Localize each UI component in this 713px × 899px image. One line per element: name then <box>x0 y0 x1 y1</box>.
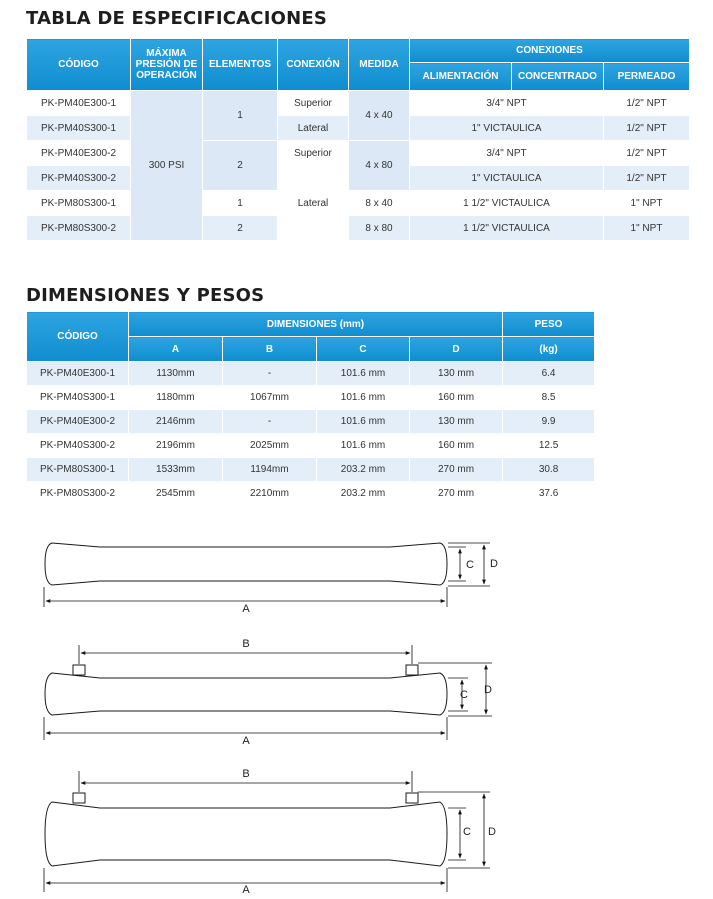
col-d-header: D <box>410 337 503 362</box>
permeate-cell: 1/2" NPT <box>604 141 690 166</box>
col-elements-header: ELEMENTOS <box>203 39 278 91</box>
dim-c-label: C <box>460 689 468 701</box>
col-b-header: B <box>223 337 317 362</box>
dim-b-cell: - <box>223 410 317 434</box>
pressure-header-line3: OPERACIÓN <box>136 70 197 81</box>
col-dimensions-header: DIMENSIONES (mm) <box>129 312 503 337</box>
feed-concentrate-cell: 1 1/2" VICTAULICA <box>410 191 604 216</box>
col-kg-header: (kg) <box>503 337 595 362</box>
feed-concentrate-cell: 1" VICTAULICA <box>410 116 604 141</box>
dim-b-cell: 2210mm <box>223 482 317 506</box>
permeate-cell: 1/2" NPT <box>604 166 690 191</box>
dim-d-label: D <box>490 558 498 570</box>
connection-cell: Lateral <box>278 116 349 141</box>
dim-b-cell: 2025mm <box>223 434 317 458</box>
dim-d-label: D <box>484 684 492 696</box>
dim-c-label: C <box>466 559 474 571</box>
size-cell: 8 x 40 <box>349 191 410 216</box>
elements-cell: 2 <box>203 216 278 241</box>
dim-a-cell: 2545mm <box>129 482 223 506</box>
weight-cell: 30.8 <box>503 458 595 482</box>
col-a-header: A <box>129 337 223 362</box>
col-connection-header: CONEXIÓN <box>278 39 349 91</box>
dim-b-cell: - <box>223 362 317 386</box>
weight-cell: 12.5 <box>503 434 595 458</box>
dim-c-cell: 101.6 mm <box>317 434 410 458</box>
pressure-header-line2: PRESIÓN DE <box>135 59 198 70</box>
col-feed-header: ALIMENTACIÓN <box>410 63 512 91</box>
row-code: PK-PM40S300-2 <box>27 434 129 458</box>
dim-a-cell: 1180mm <box>129 386 223 410</box>
dim-c-cell: 101.6 mm <box>317 362 410 386</box>
vessel-body <box>45 802 447 866</box>
vessel-body <box>45 673 447 715</box>
dim-d-cell: 160 mm <box>410 386 503 410</box>
dim-c-cell: 203.2 mm <box>317 482 410 506</box>
row-code: PK-PM40E300-2 <box>27 410 129 434</box>
dim-c-cell: 203.2 mm <box>317 458 410 482</box>
dim-a-label: A <box>242 884 250 896</box>
col-c-header: C <box>317 337 410 362</box>
connection-cell: Superior <box>278 91 349 116</box>
connection-cell: Lateral <box>278 166 349 241</box>
dim-a-label: A <box>242 603 250 615</box>
elements-cell: 2 <box>203 141 278 191</box>
dim-a-cell: 1130mm <box>129 362 223 386</box>
dim-d-cell: 130 mm <box>410 410 503 434</box>
col-connections-header: CONEXIONES <box>410 39 690 63</box>
row-code: PK-PM80S300-1 <box>27 458 129 482</box>
connection-cell: Superior <box>278 141 349 166</box>
dim-c-label: C <box>463 826 471 838</box>
dim-d-cell: 270 mm <box>410 482 503 506</box>
col-concentrate-header: CONCENTRADO <box>512 63 604 91</box>
dim-b-label: B <box>242 768 250 780</box>
dim-d-cell: 130 mm <box>410 362 503 386</box>
dim-b-label: B <box>242 638 250 650</box>
weight-cell: 37.6 <box>503 482 595 506</box>
row-code: PK-PM80S300-2 <box>27 482 129 506</box>
col-permeate-header: PERMEADO <box>604 63 690 91</box>
vessel-diagram-side-port-large <box>44 768 496 896</box>
permeate-cell: 1" NPT <box>604 191 690 216</box>
size-cell: 4 x 80 <box>349 141 410 191</box>
dim-d-label: D <box>488 826 496 838</box>
row-code: PK-PM40E300-1 <box>27 362 129 386</box>
vessel-diagram-side-port-small <box>44 638 492 747</box>
dim-b-cell: 1067mm <box>223 386 317 410</box>
vessel-diagram-end-port <box>44 543 498 615</box>
row-code: PK-PM40S300-2 <box>27 166 131 191</box>
port-right <box>406 665 418 675</box>
dim-a-cell: 2146mm <box>129 410 223 434</box>
dim-d-cell: 160 mm <box>410 434 503 458</box>
row-code: PK-PM80S300-2 <box>27 216 131 241</box>
port-left <box>73 793 85 803</box>
size-cell: 4 x 40 <box>349 91 410 141</box>
dims-title: DIMENSIONES Y PESOS <box>26 285 265 306</box>
permeate-cell: 1/2" NPT <box>604 91 690 116</box>
permeate-cell: 1/2" NPT <box>604 116 690 141</box>
col-code-header: CÓDIGO <box>27 312 129 362</box>
row-code: PK-PM40S300-1 <box>27 386 129 410</box>
elements-cell: 1 <box>203 91 278 141</box>
feed-concentrate-cell: 3/4" NPT <box>410 141 604 166</box>
row-code: PK-PM40S300-1 <box>27 116 131 141</box>
feed-concentrate-cell: 1" VICTAULICA <box>410 166 604 191</box>
pressure-cell: 300 PSI <box>131 91 203 241</box>
weight-cell: 6.4 <box>503 362 595 386</box>
permeate-cell: 1" NPT <box>604 216 690 241</box>
dim-b-cell: 1194mm <box>223 458 317 482</box>
vessel-body <box>45 543 447 585</box>
row-code: PK-PM80S300-1 <box>27 191 131 216</box>
port-left <box>73 665 85 675</box>
weight-cell: 8.5 <box>503 386 595 410</box>
pressure-header-line1: MÁXIMA <box>146 48 187 59</box>
dim-a-cell: 1533mm <box>129 458 223 482</box>
dim-c-cell: 101.6 mm <box>317 386 410 410</box>
dim-a-label: A <box>242 735 250 747</box>
port-right <box>406 793 418 803</box>
dim-c-cell: 101.6 mm <box>317 410 410 434</box>
weight-cell: 9.9 <box>503 410 595 434</box>
col-size-header: MEDIDA <box>349 39 410 91</box>
dim-d-cell: 270 mm <box>410 458 503 482</box>
size-cell: 8 x 80 <box>349 216 410 241</box>
feed-concentrate-cell: 1 1/2" VICTAULICA <box>410 216 604 241</box>
col-code-header: CÓDIGO <box>27 39 131 91</box>
dim-a-cell: 2196mm <box>129 434 223 458</box>
col-weight-header: PESO <box>503 312 595 337</box>
feed-concentrate-cell: 3/4" NPT <box>410 91 604 116</box>
specs-title: TABLA DE ESPECIFICACIONES <box>26 8 328 29</box>
row-code: PK-PM40E300-1 <box>27 91 131 116</box>
row-code: PK-PM40E300-2 <box>27 141 131 166</box>
elements-cell: 1 <box>203 191 278 216</box>
